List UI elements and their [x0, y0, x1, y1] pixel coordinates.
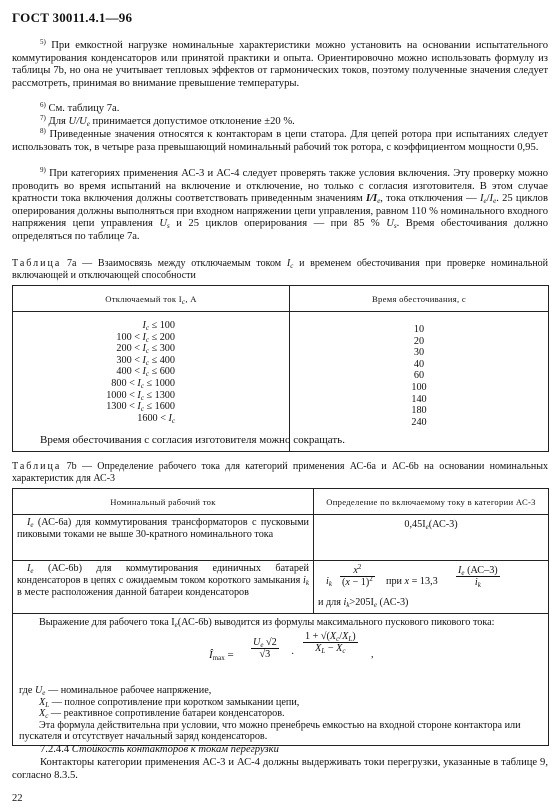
note-9: $^{9)}$ При категориях применения АС-3 и АС-4 следует проверять также условия включения. Эту проверку можно проводить во время испытаний на включение и отключение, но только с согласия изготовителя. В этом случае кратности тока включения должны соответствовать приведенным значениям $I/I_e$, тока отключения — $I_e/I_e$. 25 циклов оперирования должны выполняться при входном напряжении цепи управления, равном 110 % номинального входного напряжения цепи управления $U_s$ и 25 циклов оперирования — при 85 % $U_s$. Время обесточивания должно определяться по таблице 7а.: [12, 166, 548, 242]
standard-header: ГОСТ 30011.4.1—96: [12, 10, 133, 25]
note-7-post: принимается допустимое отклонение ±20 %.: [89, 116, 295, 127]
table-7a-time-1: 20: [413, 335, 425, 347]
table-7b-label: Таблица: [12, 461, 62, 472]
table-7a-range-7: $1300 < I_c \le 1600$: [106, 401, 175, 414]
table-7a-time-8: 240: [411, 416, 427, 428]
table-7a-time-0: 10: [413, 324, 425, 335]
table-7a-range-0: $I_c \le 100$: [142, 320, 175, 332]
table-7a-col-time: Время обесточивания, с: [290, 286, 549, 312]
table-7a-ranges: [13, 312, 290, 452]
note-5-text: При емкостной нагрузке номинальные характеристики можно установить на основании испытательного коммутирования конденсаторов или принятой практики и опыта. Ориентировочно можно использовать формулу из таблицы 7b, но она не учитывает тепловых эффектов от гармонических токов, поэтому полученные значения следует рассмотреть, принимая во внимание превышение температуры.: [12, 40, 548, 89]
table-7b-col-rated: Номинальный рабочий ток: [13, 489, 314, 515]
table-7a-time-4: 60: [413, 370, 425, 382]
page-number: 22: [12, 793, 23, 804]
table-7a-range-6: $1000 < I_c \le 1300$: [106, 389, 175, 402]
note-9-mark: 9): [40, 166, 46, 174]
table-7a-col-current: Отключаемый ток $I_c$, А: [13, 286, 290, 312]
table-7a-range-3: $300 < I_c \le 400$: [116, 354, 175, 367]
note-6: [12, 103, 548, 116]
table-7a-range-1: $100 < I_c \le 200$: [116, 331, 175, 344]
note-5-mark: 5): [40, 38, 46, 46]
note-after-table-7a: Время обесточивания с согласия изготовителя можно сокращать.: [40, 434, 345, 446]
note-5: [12, 40, 548, 90]
section-title: Стойкость контакторов к токам перегрузки: [71, 744, 279, 755]
section-text: Контакторы категории применения АС-3 и АС-4 должны выдерживать токи перегрузки, указанные в таблице 9, согласно 8.3.5.: [12, 757, 548, 781]
note-8-mark: 8): [40, 127, 46, 135]
table-7a-time-3: 40: [413, 358, 425, 370]
table-7b: [12, 488, 549, 746]
table-7b-row1-right: $0,45I_e(АС-3)$: [314, 515, 549, 561]
table-7a-label: Таблица: [12, 258, 62, 269]
note-9-c: . 25 циклов оперирования должны выполняться при входном напряжении цепи управления, равном 110 % номинального входного напряжения цепи управления: [12, 193, 548, 230]
section-number: 7.2.4.4: [40, 744, 70, 755]
note-7-sub: e: [86, 120, 90, 128]
table-7a-time-2: 30: [413, 347, 425, 359]
table-7a-time-5: 100: [411, 381, 427, 393]
table-7a-var-sub: c: [290, 262, 294, 270]
note-7-pre: Для: [48, 116, 69, 127]
table-7b-col-definition: Определение по включаемому току в категории АС-3: [314, 489, 549, 515]
table-7b-row2-left: $I_e$ (АС-6b) для коммутирования единичных батарей конденсаторов в цепях с ожидаемым током короткого замыкания $i_k$ в месте расположения данной батареи конденсаторов: [13, 561, 314, 614]
section-heading: [12, 744, 548, 757]
table-7a-time-6: 140: [411, 393, 427, 405]
table-7a-range-4: $400 < I_c \le 600$: [116, 366, 175, 379]
table-7a-title: 7а — Взаимосвязь между отключаемым током: [67, 258, 282, 269]
note-9-a: При категориях применения АС-3 и АС-4 следует проверять также условия включения. Эту проверку можно проводить во время испытаний на включение и отключение, но только с согласия изготовителя. В этом случае кратности тока включения должны соответствовать приведенным значениям: [12, 168, 548, 205]
note-7-mark: 7): [40, 114, 46, 122]
table-7a-title-tail: и временем обесточивания при проверке номинальной включающей и отключающей способности: [12, 258, 549, 282]
table-7a-times: [290, 312, 549, 452]
table-7a: [12, 285, 549, 452]
table-7a-caption: [12, 258, 548, 283]
note-8: [12, 129, 548, 154]
table-7a-range-2: $200 < I_c \le 300$: [116, 343, 175, 356]
note-6-text: См. таблицу 7а.: [48, 103, 120, 114]
note-9-e: . Время обесточивания должно определяться по таблице 7а.: [12, 218, 548, 242]
note-9-b: , тока отключения —: [380, 193, 480, 205]
note-7-var: U/U: [68, 116, 87, 127]
table-7a-var: I: [286, 258, 291, 269]
table-7a-range-8: $1600 < I_c$: [137, 412, 175, 425]
table-7b-row2-right: [314, 561, 549, 614]
note-9-d: и 25 циклов оперирования — при 85 %: [169, 218, 387, 230]
formula-condition: $i_k$ $\frac{x^2}{(x - 1)^2}$ при x = 13,3 $I_e$ (АС–3) $i_k$ и для $i_k>205I_e$ (АС-3): [318, 563, 498, 609]
table-7b-derivation: Выражение для рабочего тока $I_e(АС-6b)$ выводится из формулы максимального пускового пикового тока: $Î_{max}$ = $\frac{U_e √2}{√3}$ · $\frac{1 + √(X_c/X_L)}{X_L - X_c}$ , где $U_e$ — номинальное рабочее напряжение, $X_L$ — полное сопротивление при коротком замыкании цепи, $X_c$ — реактивное сопротивление батареи конденсаторов. Эта формула действительна при условии, что можно пренебречь емкостью на входной стороне контактора или пускателя и отсутствует начальный заряд конденсаторов.: [13, 614, 549, 746]
table-7a-range-5: $800 < I_c \le 1000$: [111, 377, 175, 390]
peak-current-formula: $Î_{max}$ = $\frac{U_e √2}{√3}$ · $\frac{1 + √(X_c/X_L)}{X_L - X_c}$ ,: [209, 631, 374, 663]
table-7b-row1-left: $I_e$ (АС-6а) для коммутирования трансформаторов с пусковыми пиковыми токами не выше 30-кратного номинального тока: [13, 515, 314, 561]
table-7b-caption: [12, 461, 548, 486]
note-8-text: Приведенные значения относятся к контакторам в цепи статора. Для цепей ротора при испытаниях следует использовать ток, в четыре раза превышающий номинальный рабочий ток ротора, с коэффициентом мощности 0,95.: [12, 129, 548, 153]
table-7b-title: 7b — Определение рабочего тока для категорий применения АС-6а и АС-6b на основании номинальных характеристик для АС-3: [12, 461, 548, 485]
note-6-mark: 6): [40, 101, 46, 109]
note-7: [12, 116, 548, 129]
table-7a-time-7: 180: [411, 405, 427, 417]
